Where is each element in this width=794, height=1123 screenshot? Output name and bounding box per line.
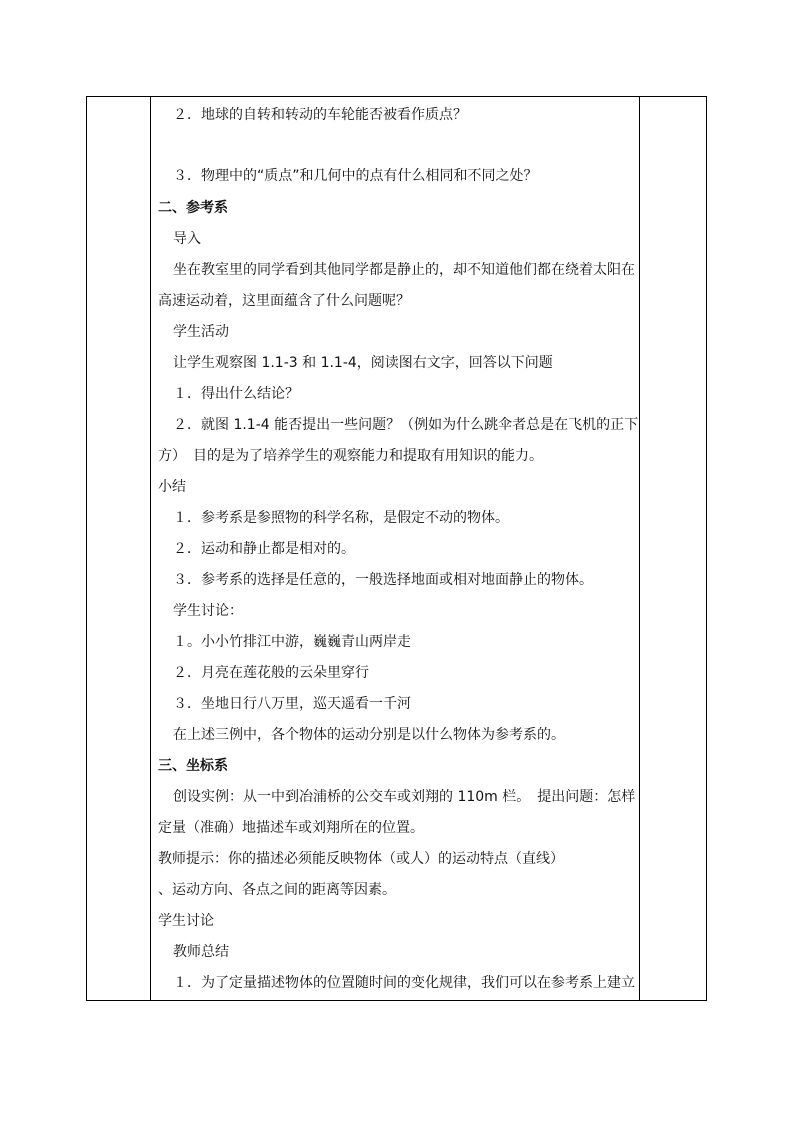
subsection-label: 小结 [158,479,186,495]
lesson-table [86,96,707,1001]
question-line: ３．物理中的“质点”和几何中的点有什么相同和不同之处？ [173,168,538,184]
list-item: ３．坐地日行八万里，巡天遥看一千河 [173,696,411,712]
list-item: １。小小竹排江中游，巍巍青山两岸走 [173,634,411,650]
lesson-content-cell [151,97,639,1000]
list-item: ２．月亮在莲花般的云朵里穿行 [173,665,369,681]
question-line: ２．地球的自转和转动的车轮能否被看作质点？ [173,107,467,123]
list-item: ２．就图 1.1-4 能否提出一些问题？（例如为什么跳伞者总是在飞机的正下 [173,417,639,433]
paragraph-line: 在上述三例中，各个物体的运动分别是以什么物体为参考系的。 [173,727,565,743]
subsection-label: 导入 [173,231,201,247]
subsection-label: 学生讨论 [158,913,214,929]
paragraph-line: 高速运动着，这里面蕴含了什么问题呢？ [158,293,410,309]
paragraph-line: 方） 目的是为了培养学生的观察能力和提取有用知识的能力。 [158,448,543,464]
paragraph-line: 创设实例：从一中到冶浦桥的公交车或刘翔的 110m 栏。 提出问题：怎样 [173,789,636,805]
list-item: １．参考系是参照物的科学名称，是假定不动的物体。 [173,510,509,526]
paragraph-line: 让学生观察图 1.1-3 和 1.1-4，阅读图右文字，回答以下问题 [173,355,553,371]
list-item: ３．参考系的选择是任意的，一般选择地面或相对地面静止的物体。 [173,572,593,588]
subsection-label: 教师总结 [173,944,229,960]
paragraph-line: 定量（准确）地描述车或刘翔所在的位置。 [158,820,424,836]
section-heading: 二、参考系 [158,200,228,216]
list-item: １．得出什么结论？ [173,386,299,402]
list-item: １．为了定量描述物体的位置随时间的变化规律，我们可以在参考系上建立 [173,975,635,991]
list-item: ２．运动和静止都是相对的。 [173,541,355,557]
paragraph-line: 坐在教室里的同学看到其他同学都是静止的，却不知道他们都在绕着太阳在 [173,262,635,278]
paragraph-line: 、运动方向、各点之间的距离等因素。 [158,882,396,898]
subsection-label: 学生讨论： [173,603,243,619]
paragraph-line: 教师提示：你的描述必须能反映物体（或人）的运动特点（直线） [158,851,564,867]
table-right-column-divider [639,97,640,1000]
subsection-label: 学生活动 [173,324,229,340]
section-heading: 三、坐标系 [158,758,228,774]
